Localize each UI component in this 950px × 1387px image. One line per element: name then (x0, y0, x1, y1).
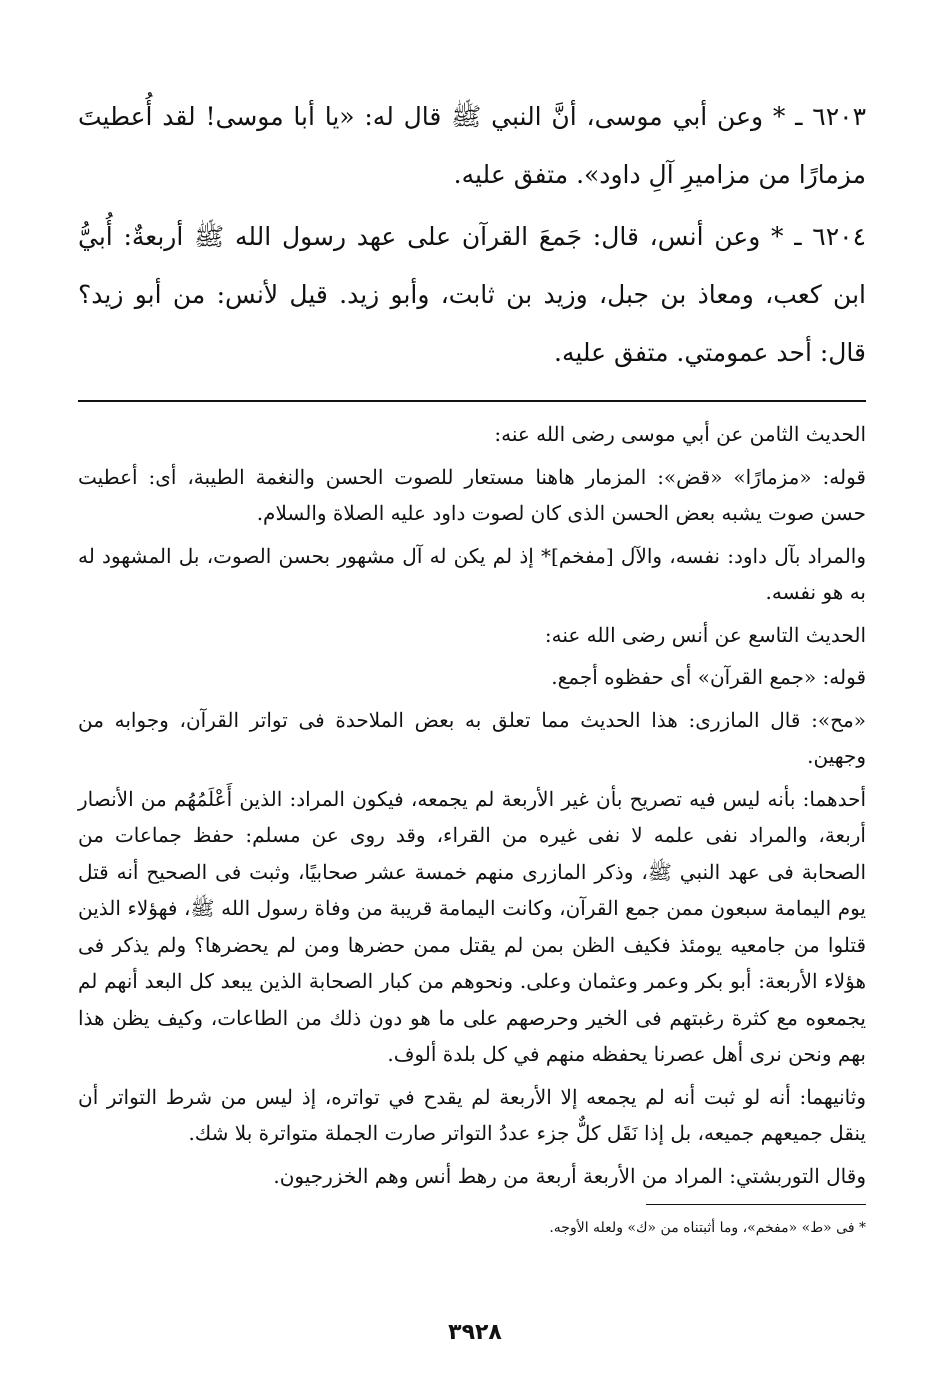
page-body (78, 88, 866, 1239)
commentary-paragraph: «مح»: قال المازرى: هذا الحديث مما تعلق به بعض الملاحدة فى تواتر القرآن، وجوابه من وجهين. (78, 707, 866, 768)
hadith-6203: ٦٢٠٣ ـ * وعن أبي موسى، أنَّ النبي ﷺ قال له: «يا أبا موسى! لقد أُعطيتَ مزمارًا من مزاميرِ آلِ داود». متفق عليه. (78, 102, 866, 189)
page-number: ٣٩٢٨ (448, 1320, 502, 1345)
commentary-paragraph: وقال التوربشتي: المراد من الأربعة أربعة من رهط أنس وهم الخزرجيون. (273, 1163, 866, 1188)
commentary-paragraph: وثانيهما: أنه لو ثبت أنه لم يجمعه إلا الأربعة لم يقدح في تواتره، إذ ليس من شرط التواتر أن ينقل جميعهم جميعه، بل إذا نَقَل كلٌّ جزء عددُ التواتر صارت الجملة متواترة بلا شك. (78, 1084, 866, 1145)
footnote-divider (646, 1204, 866, 1205)
commentary-heading-8: الحديث الثامن عن أبي موسى رضى الله عنه: (494, 422, 866, 446)
footnote: * فى «ط» «مفخم»، وما أثبتناه من «ك» ولعله الأوجه. (549, 1220, 866, 1236)
commentary-heading-9: الحديث التاسع عن أنس رضى الله عنه: (544, 622, 866, 647)
commentary-paragraph: قوله: «جمع القرآن» أى حفظوه أجمع. (551, 665, 866, 689)
commentary-paragraph: قوله: «مزمارًا» «قض»: المزمار هاهنا مستعار للصوت الحسن والنغمة الطيبة، أى: أعطيت حسن صوت يشبه بعض الحسن الذى كان لصوت داود عليه الصلاة والسلام. (78, 464, 866, 525)
hadith-6204: ٦٢٠٤ ـ * وعن أنس، قال: جَمعَ القرآن على عهد رسول الله ﷺ أربعةٌ: أُبيُّ ابن كعب، ومعاذ بن جبل، وزيد بن ثابت، وأبو زيد. قيل لأنس: من أبو زيد؟ قال: أحد عمومتي. متفق عليه. (78, 222, 866, 367)
commentary-paragraph: أحدهما: بأنه ليس فيه تصريح بأن غير الأربعة لم يجمعه، فيكون المراد: الذين أَعْلَمُهُم من الأنصار أربعة، والمراد نفى علمه لا نفى غيره من القراء، وقد روى عن مسلم: حفظ جماعات من الصحابة فى عهد النبي ﷺ، وذكر المازرى منهم خمسة عشر صحابيًا، وثبت فى الصحيح أنه قتل يوم اليمامة سبعون ممن جمع القرآن، وكانت اليمامة قريبة من وفاة رسول الله ﷺ، فهؤلاء الذين قتلوا من جامعيه يومئذ فكيف الظن بمن لم يقتل ممن حضرها ومن لم يحضرها؟ ولم يذكر فى هؤلاء الأربعة: أبو بكر وعمر وعثمان وعلى. ونحوهم من كبار الصحابة الذين يبعد كل البعد أنهم لم يجمعوه مع كثرة رغبتهم فى الخير وحرصهم على ما هو دون ذلك من الطاعات، وكيف يظن هذا بهم ونحن نرى أهل عصرنا يحفظه منهم في كل بلدة ألوف. (78, 786, 866, 1066)
section-divider (78, 400, 866, 402)
commentary-paragraph: والمراد بآل داود: نفسه، والآل [مفخم]* إذ لم يكن له آل مشهور بحسن الصوت، بل المشهود له به هو نفسه. (78, 543, 866, 604)
